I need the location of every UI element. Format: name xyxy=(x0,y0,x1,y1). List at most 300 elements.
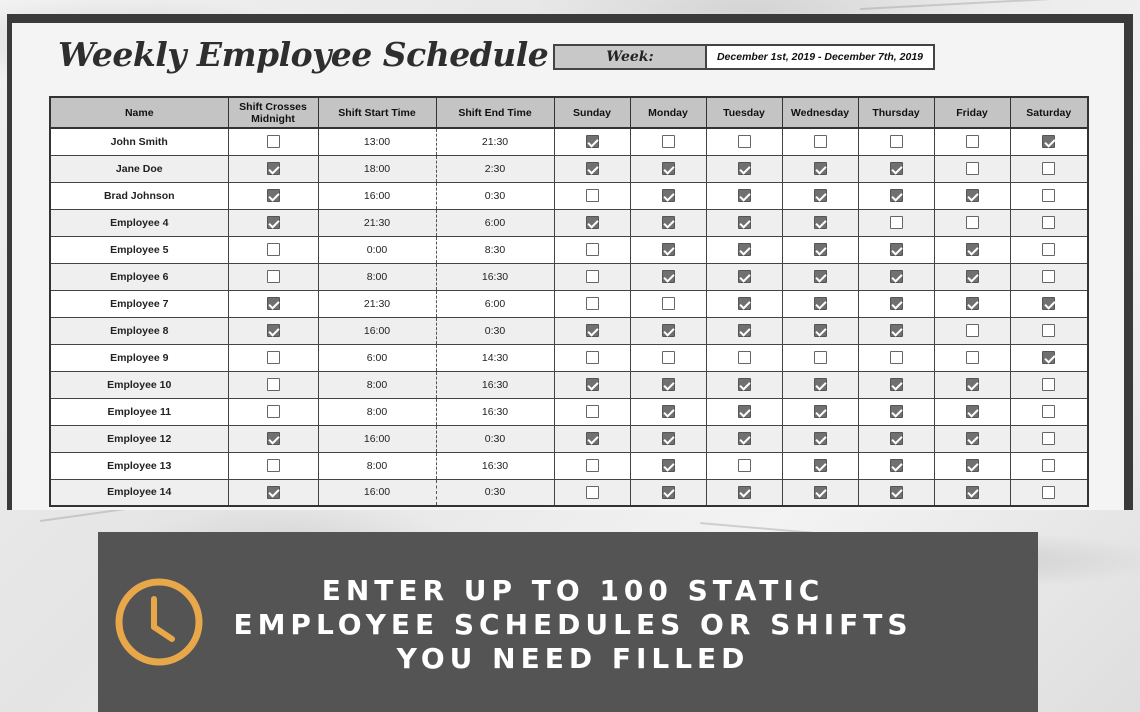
wednesday-cell xyxy=(782,128,858,155)
midnight-checkbox[interactable] xyxy=(267,162,280,175)
saturday-cell xyxy=(1010,425,1088,452)
thursday-cell xyxy=(858,182,934,209)
sunday-cell xyxy=(554,209,630,236)
wednesday-checkbox[interactable] xyxy=(814,216,827,229)
monday-cell xyxy=(630,128,706,155)
tuesday-checkbox[interactable] xyxy=(738,432,751,445)
wednesday-checkbox[interactable] xyxy=(814,243,827,256)
tuesday-cell xyxy=(706,290,782,317)
monday-checkbox[interactable] xyxy=(662,405,675,418)
wednesday-checkbox[interactable] xyxy=(814,351,827,364)
midnight-cell xyxy=(228,452,318,479)
sunday-cell xyxy=(554,479,630,506)
thursday-cell xyxy=(858,317,934,344)
column-header-sunday: Sunday xyxy=(554,97,630,128)
friday-checkbox[interactable] xyxy=(966,378,979,391)
tuesday-checkbox[interactable] xyxy=(738,405,751,418)
employee-name-cell[interactable]: Brad Johnson xyxy=(50,182,228,209)
friday-checkbox[interactable] xyxy=(966,459,979,472)
thursday-cell xyxy=(858,452,934,479)
shift-end-cell[interactable]: 16:30 xyxy=(436,398,554,425)
tuesday-cell xyxy=(706,182,782,209)
friday-cell xyxy=(934,452,1010,479)
friday-checkbox[interactable] xyxy=(966,216,979,229)
employee-name-cell[interactable]: Employee 14 xyxy=(50,479,228,506)
monday-checkbox[interactable] xyxy=(662,216,675,229)
table-row xyxy=(50,236,1088,263)
midnight-checkbox[interactable] xyxy=(267,243,280,256)
shift-end-cell[interactable]: 2:30 xyxy=(436,155,554,182)
tuesday-checkbox[interactable] xyxy=(738,486,751,499)
friday-checkbox[interactable] xyxy=(966,297,979,310)
employee-name-cell[interactable]: Employee 8 xyxy=(50,317,228,344)
saturday-cell xyxy=(1010,290,1088,317)
tuesday-cell xyxy=(706,344,782,371)
tuesday-cell xyxy=(706,371,782,398)
tuesday-cell xyxy=(706,479,782,506)
friday-cell xyxy=(934,128,1010,155)
thursday-checkbox[interactable] xyxy=(890,486,903,499)
monday-cell xyxy=(630,371,706,398)
thursday-checkbox[interactable] xyxy=(890,135,903,148)
tuesday-checkbox[interactable] xyxy=(738,189,751,202)
thursday-cell xyxy=(858,425,934,452)
shift-end-cell[interactable]: 21:30 xyxy=(436,128,554,155)
monday-checkbox[interactable] xyxy=(662,162,675,175)
table-row xyxy=(50,155,1088,182)
monday-checkbox[interactable] xyxy=(662,189,675,202)
midnight-checkbox[interactable] xyxy=(267,189,280,202)
sunday-checkbox[interactable] xyxy=(586,378,599,391)
saturday-checkbox[interactable] xyxy=(1042,297,1055,310)
tuesday-checkbox[interactable] xyxy=(738,135,751,148)
column-header-thursday: Thursday xyxy=(858,97,934,128)
week-range-box xyxy=(553,44,935,70)
friday-cell xyxy=(934,317,1010,344)
thursday-checkbox[interactable] xyxy=(890,189,903,202)
shift-start-cell[interactable]: 6:00 xyxy=(318,344,436,371)
monday-checkbox[interactable] xyxy=(662,351,675,364)
sunday-cell xyxy=(554,398,630,425)
midnight-cell xyxy=(228,290,318,317)
sunday-cell xyxy=(554,290,630,317)
wednesday-cell xyxy=(782,182,858,209)
employee-name-cell[interactable]: Employee 10 xyxy=(50,371,228,398)
friday-checkbox[interactable] xyxy=(966,405,979,418)
table-row xyxy=(50,128,1088,155)
thursday-cell xyxy=(858,290,934,317)
friday-checkbox[interactable] xyxy=(966,270,979,283)
midnight-cell xyxy=(228,344,318,371)
tuesday-checkbox[interactable] xyxy=(738,324,751,337)
friday-cell xyxy=(934,371,1010,398)
thursday-cell xyxy=(858,128,934,155)
column-header-name: Name xyxy=(50,97,228,128)
sunday-cell xyxy=(554,317,630,344)
tuesday-cell xyxy=(706,452,782,479)
friday-cell xyxy=(934,182,1010,209)
thursday-cell xyxy=(858,344,934,371)
sunday-checkbox[interactable] xyxy=(586,243,599,256)
sunday-cell xyxy=(554,182,630,209)
wednesday-checkbox[interactable] xyxy=(814,486,827,499)
table-row xyxy=(50,290,1088,317)
saturday-cell xyxy=(1010,479,1088,506)
thursday-checkbox[interactable] xyxy=(890,378,903,391)
column-header-monday: Monday xyxy=(630,97,706,128)
wednesday-cell xyxy=(782,155,858,182)
saturday-cell xyxy=(1010,371,1088,398)
sunday-cell xyxy=(554,371,630,398)
thursday-checkbox[interactable] xyxy=(890,324,903,337)
midnight-cell xyxy=(228,425,318,452)
shift-start-cell[interactable]: 0:00 xyxy=(318,236,436,263)
sunday-checkbox[interactable] xyxy=(586,189,599,202)
shift-end-cell[interactable]: 6:00 xyxy=(436,209,554,236)
employee-name-cell[interactable]: Employee 9 xyxy=(50,344,228,371)
tuesday-cell xyxy=(706,209,782,236)
midnight-checkbox[interactable] xyxy=(267,351,280,364)
thursday-checkbox[interactable] xyxy=(890,297,903,310)
employee-name-cell[interactable]: Employee 6 xyxy=(50,263,228,290)
sunday-cell xyxy=(554,425,630,452)
saturday-checkbox[interactable] xyxy=(1042,324,1055,337)
shift-start-cell[interactable]: 8:00 xyxy=(318,371,436,398)
wednesday-cell xyxy=(782,263,858,290)
wednesday-cell xyxy=(782,398,858,425)
sunday-checkbox[interactable] xyxy=(586,405,599,418)
saturday-checkbox[interactable] xyxy=(1042,405,1055,418)
saturday-cell xyxy=(1010,452,1088,479)
employee-name-cell[interactable]: Employee 11 xyxy=(50,398,228,425)
tuesday-cell xyxy=(706,236,782,263)
monday-checkbox[interactable] xyxy=(662,486,675,499)
sunday-cell xyxy=(554,155,630,182)
friday-checkbox[interactable] xyxy=(966,135,979,148)
sunday-cell xyxy=(554,344,630,371)
table-row xyxy=(50,344,1088,371)
week-value-field[interactable]: December 1st, 2019 - December 7th, 2019 xyxy=(716,51,924,63)
midnight-cell xyxy=(228,479,318,506)
friday-checkbox[interactable] xyxy=(966,243,979,256)
saturday-checkbox[interactable] xyxy=(1042,378,1055,391)
wednesday-checkbox[interactable] xyxy=(814,297,827,310)
table-row xyxy=(50,452,1088,479)
table-row xyxy=(50,182,1088,209)
monday-cell xyxy=(630,263,706,290)
saturday-cell xyxy=(1010,344,1088,371)
monday-checkbox[interactable] xyxy=(662,135,675,148)
saturday-cell xyxy=(1010,398,1088,425)
shift-end-cell[interactable]: 8:30 xyxy=(436,236,554,263)
midnight-checkbox[interactable] xyxy=(267,378,280,391)
friday-cell xyxy=(934,398,1010,425)
thursday-checkbox[interactable] xyxy=(890,162,903,175)
table-row xyxy=(50,398,1088,425)
thursday-cell xyxy=(858,263,934,290)
wednesday-checkbox[interactable] xyxy=(814,324,827,337)
spreadsheet-screenshot xyxy=(7,14,1133,510)
wednesday-checkbox[interactable] xyxy=(814,135,827,148)
thursday-checkbox[interactable] xyxy=(890,351,903,364)
wednesday-checkbox[interactable] xyxy=(814,162,827,175)
page-title: Weekly Employee Schedule xyxy=(58,35,549,74)
table-row xyxy=(50,317,1088,344)
midnight-checkbox[interactable] xyxy=(267,405,280,418)
midnight-cell xyxy=(228,371,318,398)
thursday-cell xyxy=(858,209,934,236)
wednesday-cell xyxy=(782,344,858,371)
midnight-checkbox[interactable] xyxy=(267,216,280,229)
saturday-cell xyxy=(1010,128,1088,155)
sunday-checkbox[interactable] xyxy=(586,351,599,364)
shift-end-cell[interactable]: 0:30 xyxy=(436,317,554,344)
saturday-cell xyxy=(1010,263,1088,290)
sunday-cell xyxy=(554,452,630,479)
tuesday-checkbox[interactable] xyxy=(738,297,751,310)
table-row xyxy=(50,209,1088,236)
monday-cell xyxy=(630,290,706,317)
week-label: Week: xyxy=(555,46,707,68)
table-row xyxy=(50,371,1088,398)
thursday-cell xyxy=(858,398,934,425)
monday-cell xyxy=(630,209,706,236)
monday-cell xyxy=(630,317,706,344)
tuesday-cell xyxy=(706,263,782,290)
table-row xyxy=(50,479,1088,506)
tuesday-cell xyxy=(706,317,782,344)
thursday-checkbox[interactable] xyxy=(890,405,903,418)
monday-cell xyxy=(630,182,706,209)
monday-cell xyxy=(630,452,706,479)
saturday-cell xyxy=(1010,209,1088,236)
shift-start-cell[interactable]: 16:00 xyxy=(318,317,436,344)
friday-cell xyxy=(934,209,1010,236)
friday-cell xyxy=(934,344,1010,371)
thursday-checkbox[interactable] xyxy=(890,270,903,283)
column-header-midnight: Shift Crosses Midnight xyxy=(228,97,318,128)
monday-checkbox[interactable] xyxy=(662,378,675,391)
wednesday-cell xyxy=(782,425,858,452)
thursday-cell xyxy=(858,155,934,182)
wednesday-cell xyxy=(782,452,858,479)
thursday-checkbox[interactable] xyxy=(890,432,903,445)
tuesday-checkbox[interactable] xyxy=(738,459,751,472)
wednesday-checkbox[interactable] xyxy=(814,405,827,418)
midnight-cell xyxy=(228,155,318,182)
midnight-checkbox[interactable] xyxy=(267,486,280,499)
monday-cell xyxy=(630,479,706,506)
sunday-cell xyxy=(554,236,630,263)
saturday-checkbox[interactable] xyxy=(1042,216,1055,229)
wednesday-checkbox[interactable] xyxy=(814,378,827,391)
midnight-checkbox[interactable] xyxy=(267,135,280,148)
column-header-saturday: Saturday xyxy=(1010,97,1088,128)
sunday-checkbox[interactable] xyxy=(586,162,599,175)
banner-text: ENTER UP TO 100 STATIC EMPLOYEE SCHEDULES OR SHIFTS YOU NEED FILLED xyxy=(233,574,913,675)
midnight-checkbox[interactable] xyxy=(267,324,280,337)
shift-start-cell[interactable]: 18:00 xyxy=(318,155,436,182)
wednesday-checkbox[interactable] xyxy=(814,432,827,445)
saturday-cell xyxy=(1010,182,1088,209)
shift-start-cell[interactable]: 21:30 xyxy=(318,290,436,317)
column-header-start: Shift Start Time xyxy=(318,97,436,128)
tuesday-cell xyxy=(706,398,782,425)
wednesday-cell xyxy=(782,317,858,344)
shift-end-cell[interactable]: 16:30 xyxy=(436,452,554,479)
saturday-cell xyxy=(1010,317,1088,344)
shift-start-cell[interactable]: 8:00 xyxy=(318,398,436,425)
tuesday-cell xyxy=(706,155,782,182)
employee-name-cell[interactable]: Employee 7 xyxy=(50,290,228,317)
monday-checkbox[interactable] xyxy=(662,459,675,472)
wednesday-cell xyxy=(782,371,858,398)
monday-cell xyxy=(630,344,706,371)
sunday-checkbox[interactable] xyxy=(586,486,599,499)
wednesday-checkbox[interactable] xyxy=(814,270,827,283)
tuesday-checkbox[interactable] xyxy=(738,162,751,175)
spreadsheet-sheet xyxy=(12,23,1124,510)
friday-checkbox[interactable] xyxy=(966,432,979,445)
saturday-checkbox[interactable] xyxy=(1042,243,1055,256)
shift-end-cell[interactable]: 0:30 xyxy=(436,479,554,506)
sunday-checkbox[interactable] xyxy=(586,324,599,337)
tuesday-cell xyxy=(706,128,782,155)
saturday-cell xyxy=(1010,155,1088,182)
schedule-body xyxy=(50,128,1088,506)
wednesday-checkbox[interactable] xyxy=(814,459,827,472)
shift-start-cell[interactable]: 21:30 xyxy=(318,209,436,236)
wednesday-cell xyxy=(782,209,858,236)
tuesday-checkbox[interactable] xyxy=(738,243,751,256)
monday-checkbox[interactable] xyxy=(662,243,675,256)
saturday-checkbox[interactable] xyxy=(1042,432,1055,445)
shift-start-cell[interactable]: 8:00 xyxy=(318,263,436,290)
tuesday-checkbox[interactable] xyxy=(738,216,751,229)
friday-checkbox[interactable] xyxy=(966,351,979,364)
friday-cell xyxy=(934,425,1010,452)
friday-cell xyxy=(934,155,1010,182)
shift-end-cell[interactable]: 0:30 xyxy=(436,425,554,452)
tuesday-checkbox[interactable] xyxy=(738,351,751,364)
tuesday-checkbox[interactable] xyxy=(738,378,751,391)
midnight-cell xyxy=(228,128,318,155)
tuesday-checkbox[interactable] xyxy=(738,270,751,283)
saturday-checkbox[interactable] xyxy=(1042,270,1055,283)
thursday-checkbox[interactable] xyxy=(890,243,903,256)
friday-cell xyxy=(934,479,1010,506)
clock-icon xyxy=(114,577,204,667)
midnight-checkbox[interactable] xyxy=(267,297,280,310)
saturday-checkbox[interactable] xyxy=(1042,486,1055,499)
monday-cell xyxy=(630,155,706,182)
saturday-checkbox[interactable] xyxy=(1042,351,1055,364)
monday-cell xyxy=(630,398,706,425)
column-header-tuesday: Tuesday xyxy=(706,97,782,128)
midnight-checkbox[interactable] xyxy=(267,459,280,472)
thursday-checkbox[interactable] xyxy=(890,216,903,229)
midnight-cell xyxy=(228,182,318,209)
sunday-cell xyxy=(554,128,630,155)
sunday-checkbox[interactable] xyxy=(586,216,599,229)
saturday-checkbox[interactable] xyxy=(1042,459,1055,472)
thursday-cell xyxy=(858,479,934,506)
employee-name-cell[interactable]: John Smith xyxy=(50,128,228,155)
employee-name-cell[interactable]: Jane Doe xyxy=(50,155,228,182)
sunday-checkbox[interactable] xyxy=(586,432,599,445)
saturday-checkbox[interactable] xyxy=(1042,189,1055,202)
wednesday-checkbox[interactable] xyxy=(814,189,827,202)
shift-start-cell[interactable]: 16:00 xyxy=(318,425,436,452)
friday-cell xyxy=(934,236,1010,263)
midnight-checkbox[interactable] xyxy=(267,270,280,283)
thursday-cell xyxy=(858,236,934,263)
promo-banner xyxy=(98,532,1038,712)
midnight-cell xyxy=(228,317,318,344)
sunday-checkbox[interactable] xyxy=(586,297,599,310)
saturday-checkbox[interactable] xyxy=(1042,135,1055,148)
employee-name-cell[interactable]: Employee 4 xyxy=(50,209,228,236)
thursday-cell xyxy=(858,371,934,398)
employee-name-cell[interactable]: Employee 12 xyxy=(50,425,228,452)
thursday-checkbox[interactable] xyxy=(890,459,903,472)
saturday-checkbox[interactable] xyxy=(1042,162,1055,175)
shift-start-cell[interactable]: 8:00 xyxy=(318,452,436,479)
column-header-wednesday: Wednesday xyxy=(782,97,858,128)
midnight-cell xyxy=(228,398,318,425)
tuesday-cell xyxy=(706,425,782,452)
friday-checkbox[interactable] xyxy=(966,324,979,337)
column-header-end: Shift End Time xyxy=(436,97,554,128)
table-row xyxy=(50,263,1088,290)
saturday-cell xyxy=(1010,236,1088,263)
midnight-cell xyxy=(228,263,318,290)
wednesday-cell xyxy=(782,290,858,317)
sunday-cell xyxy=(554,263,630,290)
midnight-cell xyxy=(228,236,318,263)
friday-checkbox[interactable] xyxy=(966,162,979,175)
monday-checkbox[interactable] xyxy=(662,432,675,445)
employee-name-cell[interactable]: Employee 5 xyxy=(50,236,228,263)
friday-cell xyxy=(934,290,1010,317)
shift-end-cell[interactable]: 16:30 xyxy=(436,371,554,398)
shift-end-cell[interactable]: 16:30 xyxy=(436,263,554,290)
shift-start-cell[interactable]: 16:00 xyxy=(318,182,436,209)
schedule-table xyxy=(49,96,1089,507)
monday-checkbox[interactable] xyxy=(662,297,675,310)
midnight-checkbox[interactable] xyxy=(267,432,280,445)
monday-checkbox[interactable] xyxy=(662,270,675,283)
monday-checkbox[interactable] xyxy=(662,324,675,337)
table-header-row xyxy=(50,97,1088,128)
friday-checkbox[interactable] xyxy=(966,486,979,499)
shift-end-cell[interactable]: 6:00 xyxy=(436,290,554,317)
employee-name-cell[interactable]: Employee 13 xyxy=(50,452,228,479)
shift-end-cell[interactable]: 0:30 xyxy=(436,182,554,209)
friday-cell xyxy=(934,263,1010,290)
sunday-checkbox[interactable] xyxy=(586,459,599,472)
table-row xyxy=(50,425,1088,452)
sunday-checkbox[interactable] xyxy=(586,270,599,283)
shift-start-cell[interactable]: 16:00 xyxy=(318,479,436,506)
sunday-checkbox[interactable] xyxy=(586,135,599,148)
monday-cell xyxy=(630,425,706,452)
wednesday-cell xyxy=(782,479,858,506)
column-header-friday: Friday xyxy=(934,97,1010,128)
friday-checkbox[interactable] xyxy=(966,189,979,202)
shift-start-cell[interactable]: 13:00 xyxy=(318,128,436,155)
shift-end-cell[interactable]: 14:30 xyxy=(436,344,554,371)
